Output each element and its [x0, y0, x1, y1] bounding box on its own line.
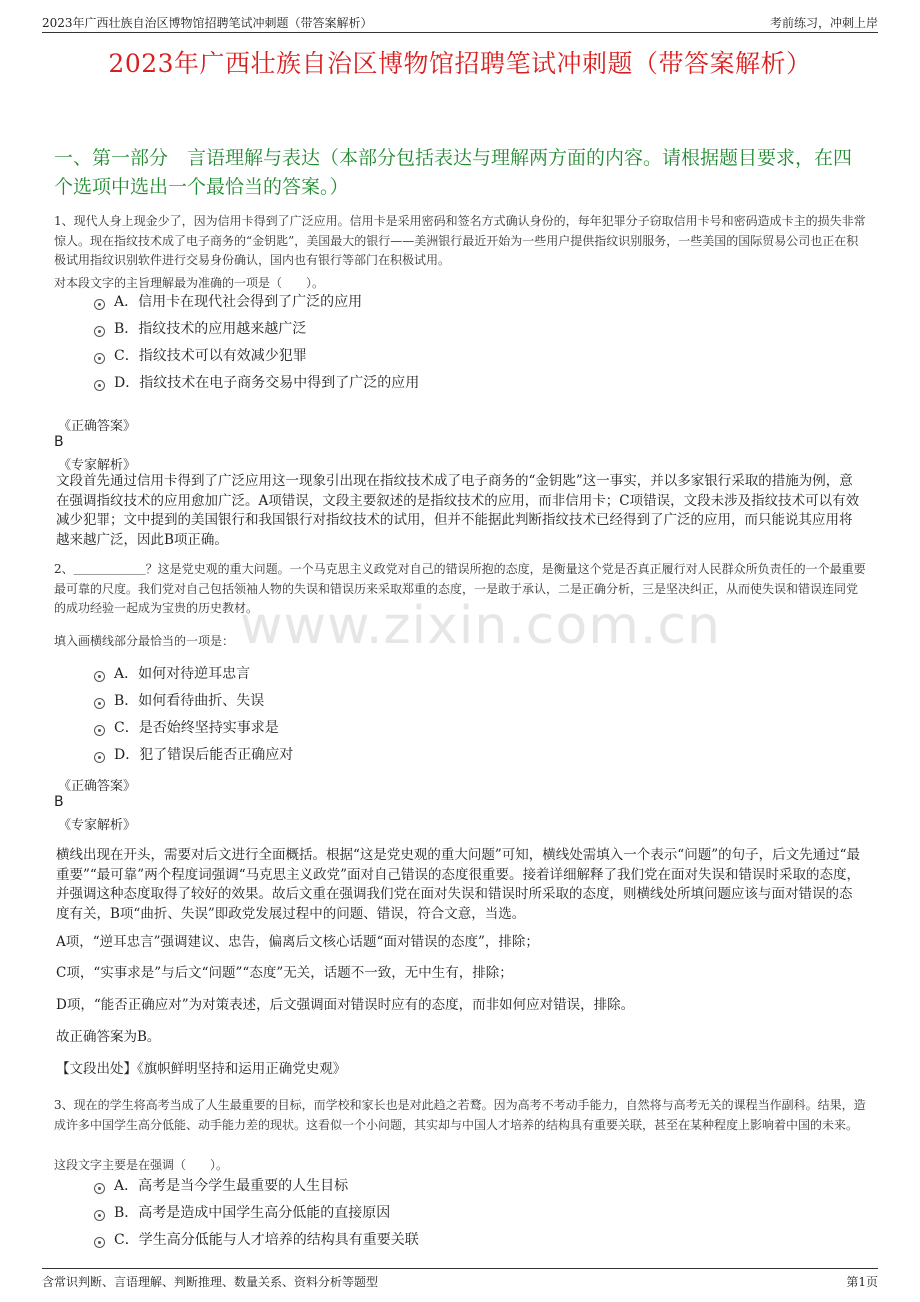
radio-icon[interactable]	[94, 1183, 105, 1194]
header-title: 2023年广西壮族自治区博物馆招聘笔试冲刺题（带答案解析）	[42, 16, 373, 30]
question-2-text: 2、＿＿＿＿＿＿？这是党史观的重大问题。一个马克思主义政党对自己的错误所抱的态度，是衡量这个党是否真正履行对人民群众所负责任的一个最重要最可靠的尺度。我们党对自己包括领袖人物的失误和错误历来采取郑重的态度，一是敢于承认，二是正确分析，三是坚决纠正，从而使失误和错误连同党的成功经验一起成为宝贵的历史教材。	[54, 562, 866, 615]
section-heading: 一、第一部分 言语理解与表达（本部分包括表达与理解两方面的内容。请根据题目要求，在四个选项中选出一个最恰当的答案。）	[54, 147, 853, 198]
question-3-prompt: 这段文字主要是在强调（ ）。	[54, 1158, 229, 1172]
radio-icon[interactable]	[94, 353, 105, 364]
answer-label: 《正确答案》	[58, 779, 137, 794]
analysis-paragraph: A项，“逆耳忠言”强调建议、忠告，偏离后文核心话题“面对错误的态度”，排除；	[56, 934, 539, 950]
document-title: 2023年广西壮族自治区博物馆招聘笔试冲刺题（带答案解析）	[108, 49, 812, 78]
radio-icon[interactable]	[94, 725, 105, 736]
analysis-paragraph: D项，“能否正确应对”为对策表述，后文强调面对错误时应有的态度，而非如何应对错误，排除。	[56, 997, 635, 1013]
page-footer	[42, 1268, 878, 1289]
footer-topics: 含常识判断、言语理解、判断推理、数量关系、资料分析等题型	[42, 1275, 379, 1289]
watermark: www.zixin.com.cn	[240, 596, 721, 656]
answer-label: 《正确答案》	[58, 419, 137, 434]
radio-icon[interactable]	[94, 380, 105, 391]
analysis-paragraph: 横线出现在开头，需要对后文进行全面概括。根据“这是党史观的重大问题”可知，横线处需填入一个表示“问题”的句子，后文先通过“最重要”“最可靠”两个程度词强调“马克思主义政党”面对自己错误的态度很重要。接着详细解释了我们党在面对失误和错误时采取的态度，并强调这种态度取得了较好的效果。故后文重在强调我们党在面对失误和错误时所采取的态度，则横线处所填问题应该与面对错误的态度有关，B项“曲折、失误”即政党发展过程中的问题、错误，符合文意，当选。	[56, 847, 861, 922]
analysis-label: 《专家解析》	[58, 818, 137, 833]
radio-icon[interactable]	[94, 671, 105, 682]
answer-value: B	[54, 794, 64, 810]
analysis-label: 《专家解析》	[58, 458, 137, 473]
analysis-paragraph: C项，“实事求是”与后文“问题”“态度”无关，话题不一致，无中生有，排除；	[56, 965, 513, 981]
radio-icon[interactable]	[94, 752, 105, 763]
radio-icon[interactable]	[94, 1237, 105, 1248]
radio-icon[interactable]	[94, 299, 105, 310]
question-1-prompt: 对本段文字的主旨理解最为准确的一项是（ ）。	[54, 276, 325, 290]
question-1-text: 1、现代人身上现金少了，因为信用卡得到了广泛应用。信用卡是采用密码和签名方式确认身份的，每年犯罪分子窃取信用卡号和密码造成卡主的损失非常惊人。现在指纹技术成了电子商务的“金钥匙”，美国最大的银行——美洲银行最近开始为一些用户提供指纹识别服务，一些美国的国际贸易公司也正在积极试用指纹识别软件进行交易身份确认，国内也有银行等部门在积极试用。	[54, 214, 866, 267]
header-slogan: 考前练习，冲刺上岸	[769, 16, 878, 30]
page-header	[42, 10, 878, 33]
question-2-prompt: 填入画横线部分最恰当的一项是：	[54, 634, 235, 648]
analysis-text: 文段首先通过信用卡得到了广泛应用这一现象引出现在指纹技术成了电子商务的“金钥匙”这一事实，并以多家银行采取的措施为例，意在强调指纹技术的应用愈加广泛。A项错误，文段主要叙述的是指纹技术的应用，而非信用卡；C项错误，文段未涉及指纹技术可以有效减少犯罪；文中提到的美国银行和我国银行对指纹技术的试用，但并不能据此判断指纹技术已经得到了广泛的应用，而只能说其应用将越来越广泛，因此B项正确。	[56, 473, 860, 548]
radio-icon[interactable]	[94, 1210, 105, 1221]
answer-value: B	[54, 434, 64, 450]
page-number: 第1页	[846, 1275, 878, 1289]
radio-icon[interactable]	[94, 326, 105, 337]
question-3-text: 3、现在的学生将高考当成了人生最重要的目标，而学校和家长也是对此趋之若鹜。因为高考不考动手能力，自然将与高考无关的课程当作副科。结果，造成许多中国学生高分低能、动手能力差的现状。这看似一个小问题，其实却与中国人才培养的结构具有重要关联，甚至在某种程度上影响着中国的未来。	[54, 1098, 866, 1132]
source-citation: 【文段出处】《旗帜鲜明坚持和运用正确党史观》	[56, 1061, 347, 1077]
radio-icon[interactable]	[94, 698, 105, 709]
analysis-paragraph: 故正确答案为B。	[56, 1029, 161, 1045]
